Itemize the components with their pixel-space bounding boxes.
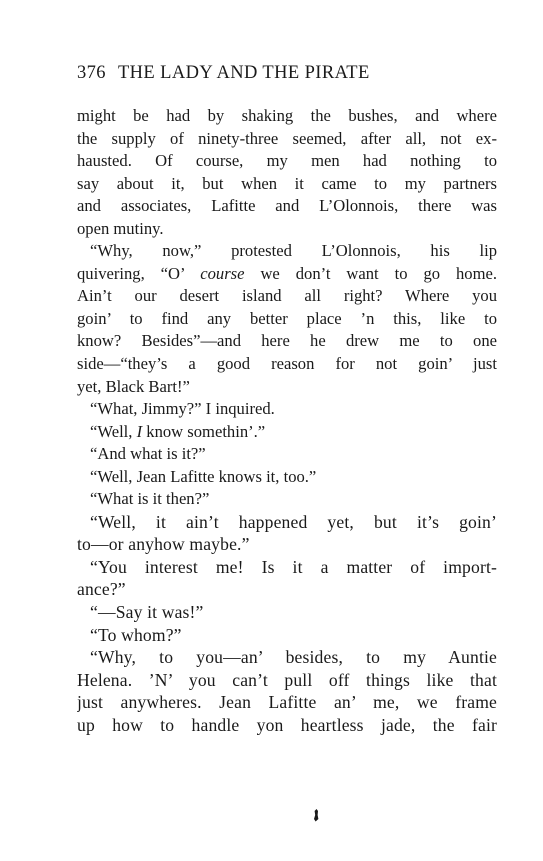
text-line [77, 714, 497, 737]
text-run: hausted. Of course, my men had nothing to [77, 151, 497, 171]
text-run: open mutiny. [77, 218, 164, 238]
text-line [77, 330, 497, 353]
text-line [77, 646, 497, 669]
text-run: know somethin’.” [142, 421, 266, 441]
text-line [77, 195, 497, 218]
text-run: Helena. ’N’ you can’t pull off things like that [77, 669, 497, 690]
text-run: say about it, but when it came to my partners [77, 173, 497, 193]
text-line [77, 669, 497, 692]
text-line [77, 624, 497, 647]
text-run: “And what is it?” [90, 444, 206, 464]
text-run: up how to handle yon heartless jade, the fair [77, 714, 497, 735]
text-run: to—or anyhow maybe.” [77, 534, 250, 555]
text-line [77, 556, 497, 579]
text-line [77, 218, 497, 241]
text-run: “To whom?” [90, 624, 182, 645]
text-line [77, 128, 497, 151]
text-line [77, 466, 497, 489]
text-line [77, 240, 497, 263]
ink-mark-ornament [312, 808, 320, 822]
text-line [77, 511, 497, 534]
text-run: “You interest me! Is it a matter of import- [90, 556, 497, 577]
text-run: goin’ to find any better place ’n this, like to [77, 308, 497, 328]
italic-text: course [200, 263, 245, 283]
text-run: yet, Black Bart!” [77, 376, 190, 396]
text-run: know? Besides”—and here he drew me to one [77, 331, 497, 351]
text-line [77, 578, 497, 601]
text-run: “Well, [90, 421, 137, 441]
text-run: “What is it then?” [90, 489, 210, 509]
text-run: “Well, it ain’t happened yet, but it’s goin’ [90, 511, 497, 532]
text-run: just anywheres. Jean Lafitte an’ me, we frame [77, 692, 497, 713]
text-line [77, 691, 497, 714]
italic-text: I [136, 421, 143, 441]
text-line [77, 263, 497, 286]
text-line [77, 353, 497, 376]
text-line [77, 398, 497, 421]
text-run: quivering, “O’ [77, 263, 201, 283]
text-run: ance?” [77, 579, 126, 600]
text-run: and associates, Lafitte and L’Olonnois, there was [77, 196, 497, 216]
text-run: “Why, now,” protested L’Olonnois, his lip [90, 241, 497, 261]
text-line [77, 488, 497, 511]
text-line [77, 421, 497, 444]
body-text [77, 105, 497, 736]
text-run: the supply of ninety-three seemed, after all, not ex- [77, 128, 497, 148]
text-run: “Why, to you—an’ besides, to my Auntie [90, 647, 497, 668]
text-line [77, 173, 497, 196]
text-line [77, 308, 497, 331]
text-run: “Well, Jean Lafitte knows it, too.” [90, 466, 317, 486]
text-line [77, 376, 497, 399]
text-run: we don’t want to go home. [244, 263, 497, 283]
text-run: side—“they’s a good reason for not goin’ just [77, 354, 497, 374]
text-line [77, 105, 497, 128]
page-number: 376 [77, 63, 106, 83]
text-line [77, 533, 497, 556]
text-run: might be had by shaking the bushes, and where [77, 106, 497, 125]
text-line [77, 443, 497, 466]
text-line [77, 285, 497, 308]
running-title: THE LADY AND THE PIRATE [117, 63, 370, 83]
text-run: Ain’t our desert island all right? Where you [77, 286, 497, 306]
text-run: “What, Jimmy?” I inquired. [90, 399, 275, 419]
running-head [77, 61, 497, 85]
text-line [77, 150, 497, 173]
text-line [77, 601, 497, 624]
text-run: “—Say it was!” [90, 602, 204, 623]
